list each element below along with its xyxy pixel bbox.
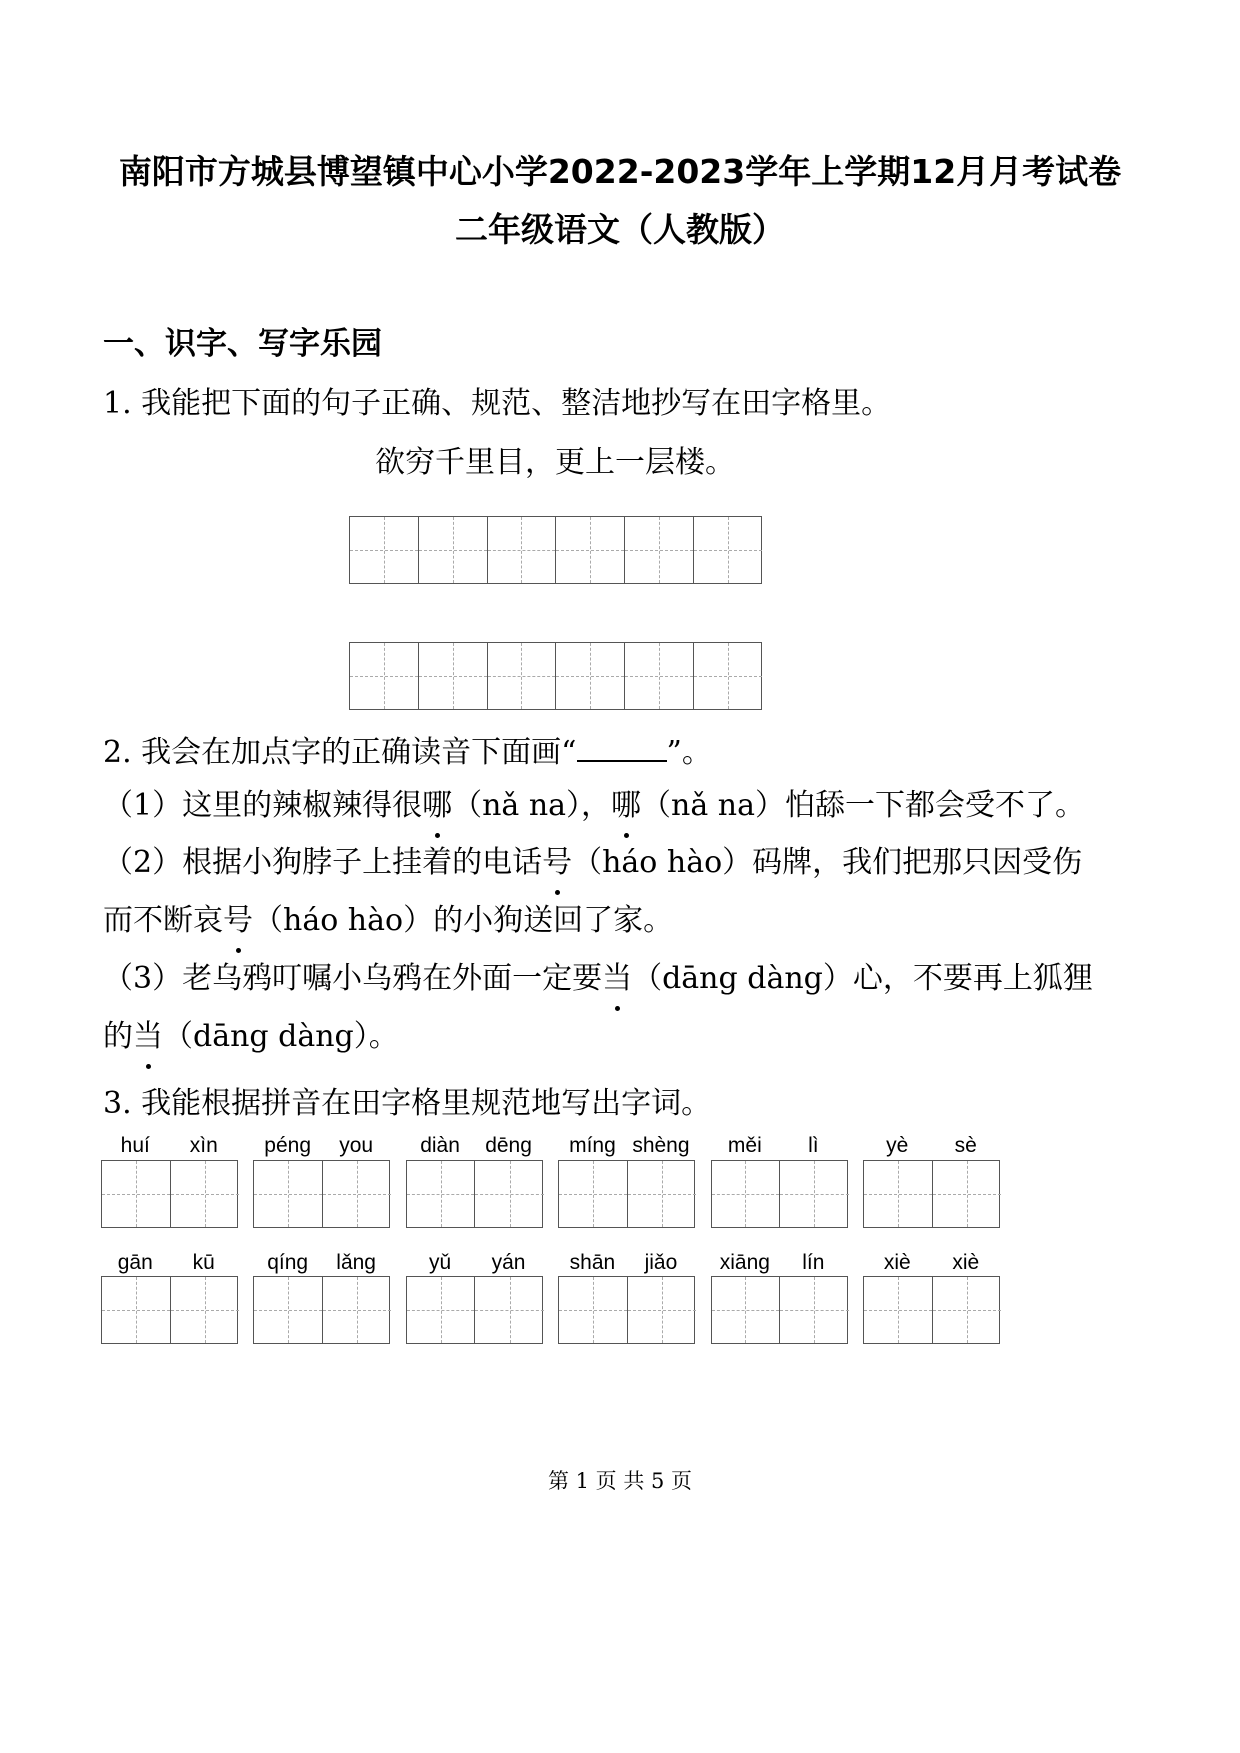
dotted-char: 哪 bbox=[611, 780, 641, 824]
grid-cell[interactable] bbox=[559, 1161, 628, 1227]
word-grid[interactable] bbox=[558, 1160, 695, 1228]
pinyin-options[interactable]: （dāng dàng）。 bbox=[163, 1019, 399, 1054]
pinyin-label: shèng bbox=[632, 1134, 690, 1157]
pinyin-label: yán bbox=[491, 1251, 526, 1274]
grid-cell[interactable] bbox=[419, 517, 488, 583]
pinyin-label: jiǎo bbox=[644, 1251, 678, 1274]
grid-cell[interactable] bbox=[488, 643, 557, 709]
word-grid[interactable] bbox=[863, 1160, 1000, 1228]
word-grid[interactable] bbox=[558, 1276, 695, 1344]
sentence-text: 的 bbox=[103, 1019, 133, 1054]
sentence-text: 而不断哀 bbox=[103, 903, 223, 938]
grid-cell[interactable] bbox=[559, 1277, 628, 1343]
word-grid[interactable] bbox=[253, 1160, 390, 1228]
grid-cell[interactable] bbox=[488, 517, 557, 583]
pinyin-label: lì bbox=[808, 1134, 819, 1157]
word-grid[interactable] bbox=[406, 1160, 543, 1228]
pinyin-label: yǔ bbox=[428, 1251, 452, 1274]
grid-cell[interactable] bbox=[694, 517, 762, 583]
grid-cell[interactable] bbox=[556, 643, 625, 709]
question-1: 1. 我能把下面的句子正确、规范、整洁地抄写在田字格里。 bbox=[103, 386, 892, 421]
grid-cell[interactable] bbox=[475, 1277, 544, 1343]
pinyin-label: gān bbox=[117, 1251, 153, 1274]
dotted-char: 当 bbox=[602, 953, 632, 997]
pinyin-options[interactable]: （háo hào）码牌，我们把那只因受伤 bbox=[572, 845, 1083, 880]
grid-cell[interactable] bbox=[171, 1161, 240, 1227]
copy-grid-row-1[interactable] bbox=[349, 516, 762, 584]
word-grid[interactable] bbox=[863, 1276, 1000, 1344]
grid-cell[interactable] bbox=[933, 1277, 1002, 1343]
sentence-text: （3）老乌鸦叮嘱小乌鸦在外面一定要 bbox=[103, 961, 603, 996]
q2-sentence-3 bbox=[103, 953, 1093, 997]
q2-sentence-1 bbox=[103, 780, 1085, 824]
pinyin-options[interactable]: （háo hào）的小狗送回了家。 bbox=[253, 903, 674, 938]
grid-cell[interactable] bbox=[407, 1161, 476, 1227]
pinyin-label: diàn bbox=[420, 1134, 460, 1157]
word-grid[interactable] bbox=[406, 1276, 543, 1344]
grid-cell[interactable] bbox=[323, 1277, 392, 1343]
pinyin-label: you bbox=[339, 1134, 374, 1157]
grid-cell[interactable] bbox=[350, 643, 419, 709]
grid-cell[interactable] bbox=[102, 1161, 171, 1227]
dotted-char: 号 bbox=[223, 895, 253, 939]
dotted-char: 号 bbox=[542, 837, 572, 881]
pinyin-options[interactable]: （nǎ na）怕舔一下都会受不了。 bbox=[641, 788, 1085, 823]
grid-cell[interactable] bbox=[628, 1161, 697, 1227]
section-heading: 一、识字、写字乐园 bbox=[103, 326, 382, 362]
pinyin-options[interactable]: （nǎ na）， bbox=[452, 788, 612, 823]
grid-cell[interactable] bbox=[419, 643, 488, 709]
grid-cell[interactable] bbox=[780, 1277, 849, 1343]
grid-cell[interactable] bbox=[407, 1277, 476, 1343]
grid-cell[interactable] bbox=[102, 1277, 171, 1343]
pinyin-label: lín bbox=[802, 1251, 825, 1274]
question-2 bbox=[103, 727, 712, 771]
word-grid[interactable] bbox=[711, 1160, 848, 1228]
word-grid[interactable] bbox=[101, 1276, 238, 1344]
pinyin-label: xiè bbox=[952, 1251, 980, 1274]
pinyin-label: qíng bbox=[267, 1251, 309, 1274]
word-grid[interactable] bbox=[711, 1276, 848, 1344]
pinyin-label: xiāng bbox=[719, 1251, 770, 1274]
title-line1: 南阳市方城县博望镇中心小学2022-2023学年上学期12月月考试卷 bbox=[118, 152, 1122, 191]
dotted-char: 当 bbox=[133, 1011, 163, 1055]
copy-grid-row-2[interactable] bbox=[349, 642, 762, 710]
q2-prefix: 2. 我会在加点字的正确读音下面画“ bbox=[103, 735, 577, 770]
pinyin-label: yè bbox=[886, 1134, 909, 1157]
pinyin-label: huí bbox=[120, 1134, 150, 1157]
pinyin-label: míng bbox=[569, 1134, 616, 1157]
dotted-char: 哪 bbox=[422, 780, 452, 824]
sentence-text: （1）这里的辣椒辣得很 bbox=[103, 788, 423, 823]
pinyin-label: sè bbox=[954, 1134, 977, 1157]
grid-cell[interactable] bbox=[556, 517, 625, 583]
grid-cell[interactable] bbox=[933, 1161, 1002, 1227]
grid-cell[interactable] bbox=[864, 1161, 933, 1227]
grid-cell[interactable] bbox=[694, 643, 762, 709]
pinyin-label: shān bbox=[569, 1251, 616, 1274]
pinyin-label: lǎng bbox=[336, 1251, 376, 1274]
sentence-text: （2）根据小狗脖子上挂着的电话 bbox=[103, 845, 543, 880]
grid-cell[interactable] bbox=[864, 1277, 933, 1343]
grid-cell[interactable] bbox=[625, 643, 694, 709]
pinyin-label: dēng bbox=[485, 1134, 532, 1157]
title-line2: 二年级语文（人教版） bbox=[455, 210, 785, 249]
q2-suffix: ”。 bbox=[666, 735, 712, 770]
word-grid[interactable] bbox=[101, 1160, 238, 1228]
q2-sentence-2-cont bbox=[103, 895, 673, 939]
grid-cell[interactable] bbox=[712, 1161, 781, 1227]
q2-sentence-3-cont bbox=[103, 1011, 399, 1055]
grid-cell[interactable] bbox=[475, 1161, 544, 1227]
grid-cell[interactable] bbox=[628, 1277, 697, 1343]
grid-cell[interactable] bbox=[780, 1161, 849, 1227]
grid-cell[interactable] bbox=[712, 1277, 781, 1343]
q2-sentence-2 bbox=[103, 837, 1082, 881]
pinyin-label: péng bbox=[264, 1134, 311, 1157]
pinyin-label: kū bbox=[192, 1251, 215, 1274]
word-grid[interactable] bbox=[253, 1276, 390, 1344]
page-footer: 第 1 页 共 5 页 bbox=[547, 1469, 693, 1493]
grid-cell[interactable] bbox=[323, 1161, 392, 1227]
poem-line: 欲穷千里目，更上一层楼。 bbox=[375, 445, 735, 480]
question-3: 3. 我能根据拼音在田字格里规范地写出字词。 bbox=[103, 1086, 712, 1121]
pinyin-label: měi bbox=[727, 1134, 762, 1157]
grid-cell[interactable] bbox=[625, 517, 694, 583]
grid-cell[interactable] bbox=[171, 1277, 240, 1343]
pinyin-label: xiè bbox=[883, 1251, 911, 1274]
answer-underline bbox=[577, 734, 667, 762]
grid-cell[interactable] bbox=[350, 517, 419, 583]
grid-cell[interactable] bbox=[254, 1161, 323, 1227]
pinyin-options[interactable]: （dāng dàng）心，不要再上狐狸 bbox=[632, 961, 1093, 996]
pinyin-label: xìn bbox=[189, 1134, 218, 1157]
grid-cell[interactable] bbox=[254, 1277, 323, 1343]
